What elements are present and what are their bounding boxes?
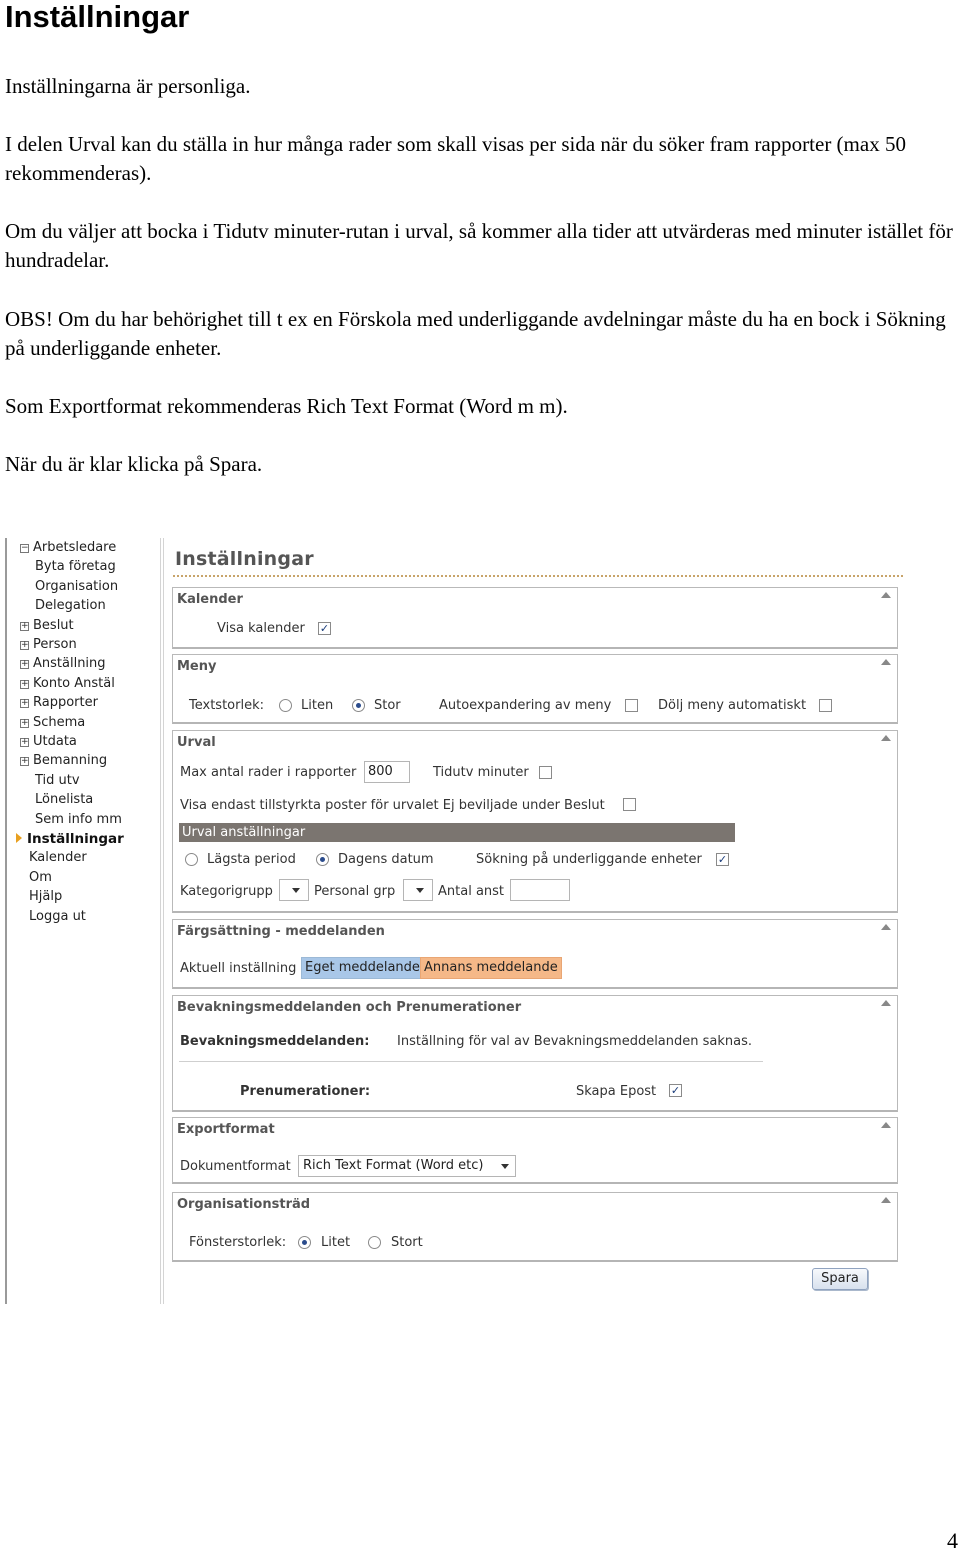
nav-item-bemanning[interactable] [20, 753, 107, 769]
nav-item-label: Lönelista [35, 792, 94, 808]
nav-divider [160, 538, 161, 1304]
show-calendar-label: Visa kalender [217, 621, 305, 636]
nav-divider-inner [163, 538, 164, 1304]
nav-item-beslut[interactable] [20, 618, 74, 634]
nav-item-label: Bemanning [33, 753, 108, 769]
nav-item-label: Organisation [35, 578, 119, 594]
show-calendar-checkbox[interactable]: ✓ [319, 622, 330, 635]
expand-icon[interactable]: + [21, 698, 29, 709]
urval-employments-header: Urval anställningar [179, 823, 735, 842]
panel-meny [172, 654, 898, 724]
paragraph-personal: Inställningarna är personliga. [5, 74, 251, 98]
collapse-icon[interactable] [881, 1197, 891, 1203]
title-underline [173, 575, 903, 577]
current-setting-label: Aktuell inställning [180, 961, 297, 976]
nav-item-label: Utdata [33, 734, 77, 749]
nav-item-label: Logga ut [29, 908, 86, 924]
collapse-icon[interactable] [881, 924, 891, 930]
expand-icon[interactable]: + [21, 659, 29, 670]
nav-item-label: Tid utv [35, 772, 80, 788]
panel-title-colors: Färgsättning - meddelanden [177, 924, 385, 939]
subscriptions-label: Prenumerationer: [240, 1084, 371, 1099]
page-number: 4 [947, 1528, 958, 1553]
nav-item-label: Byta företag [35, 559, 116, 575]
textsize-large-radio[interactable] [352, 699, 365, 712]
panel-export [172, 1117, 898, 1184]
panel-urval [172, 730, 898, 913]
expand-icon[interactable]: + [21, 737, 29, 747]
document-format-select[interactable]: Rich Text Format (Word etc) [298, 1155, 516, 1177]
panel-org-tree [172, 1192, 898, 1262]
collapse-icon[interactable] [881, 592, 891, 598]
settings-title: Inställningar [175, 548, 314, 570]
own-message-swatch[interactable]: Eget meddelande [301, 957, 424, 979]
panel-colors [172, 919, 898, 989]
nav-item-lönelista[interactable] [35, 792, 93, 808]
paragraph-urval: I delen Urval kan du ställa in hur många rader som skall visas per sida när du söker fram rapporter (max 50 rekommenderas). [5, 132, 906, 185]
panel-title-export: Exportformat [177, 1122, 275, 1137]
nav-item-hjälp[interactable] [29, 889, 62, 905]
left-border [5, 538, 7, 1304]
nav-item-organisation[interactable] [35, 579, 118, 595]
max-rows-input[interactable]: 800 [364, 761, 410, 783]
personal-group-label: Personal grp [314, 884, 396, 899]
active-arrow-icon [16, 833, 22, 843]
lowest-period-label: Lägsta period [207, 852, 296, 867]
window-small-label: Litet [321, 1235, 351, 1250]
textsize-label: Textstorlek: [189, 698, 264, 713]
nav-item-label: Beslut [33, 617, 74, 633]
sub-units-label: Sökning på underliggande enheter [476, 852, 702, 867]
expand-icon[interactable]: + [21, 620, 29, 631]
nav-item-kalender[interactable] [29, 850, 87, 866]
max-rows-label: Max antal rader i rapporter [180, 765, 357, 780]
nav-item-label: Sem info mm [35, 811, 122, 827]
nav-item-om[interactable] [29, 870, 52, 886]
nav-item-label: Arbetsledare [33, 540, 117, 555]
textsize-large-label: Stor [374, 698, 401, 713]
nav-item-utdata[interactable] [20, 734, 77, 750]
nav-item-anställning[interactable] [20, 656, 106, 672]
autoexpand-label: Autoexpandering av meny [439, 698, 612, 713]
window-large-radio[interactable] [368, 1236, 381, 1249]
panel-title-org-tree: Organisationsträd [177, 1197, 311, 1212]
nav-item-label: Delegation [35, 598, 106, 614]
nav-item-rapporter[interactable] [20, 695, 98, 711]
nav-item-label: Inställningar [27, 831, 124, 847]
tidutv-label: Tidutv minuter [433, 765, 529, 780]
window-large-label: Stort [391, 1235, 423, 1250]
nav-item-label: Hjälp [29, 889, 63, 905]
paragraph-obs: OBS! Om du har behörighet till t ex en Förskola med underliggande avdelningar måste du ha en bock i Sökning på underliggande enheter. [5, 307, 946, 360]
nav-item-person[interactable] [20, 637, 77, 653]
panel-title-monitoring: Bevakningsmeddelanden och Prenumerationer [177, 1000, 522, 1015]
nav-item-label: Rapporter [33, 695, 98, 711]
monitor-messages-text: Inställning för val av Bevakningsmeddelanden saknas. [397, 1034, 753, 1049]
approved-only-checkbox[interactable] [623, 798, 636, 811]
expand-icon[interactable]: + [21, 717, 29, 728]
autoexpand-checkbox[interactable] [625, 699, 638, 712]
nav-item-byta-företag[interactable] [35, 559, 116, 575]
panel-title-kalender: Kalender [177, 592, 243, 607]
nav-item-label: Person [33, 637, 77, 652]
paragraph-save: När du är klar klicka på Spara. [5, 452, 263, 476]
expand-icon[interactable]: + [21, 640, 29, 650]
panel-title-urval: Urval [177, 735, 216, 750]
panel-title-meny: Meny [177, 659, 217, 674]
personal-group-dropdown[interactable] [403, 879, 433, 901]
nav-item-arbetsledare[interactable] [20, 540, 116, 556]
collapse-tree-icon[interactable]: − [21, 543, 29, 553]
collapse-icon[interactable] [881, 1000, 891, 1006]
collapse-icon[interactable] [881, 659, 891, 665]
paragraph-export: Som Exportformat rekommenderas Rich Text Format (Word m m). [5, 394, 568, 418]
panel-kalender [172, 587, 898, 649]
nav-item-delegation[interactable] [35, 598, 106, 614]
monitor-divider [179, 1061, 763, 1062]
settings-screenshot [0, 530, 960, 1310]
tidutv-checkbox[interactable] [539, 766, 552, 779]
autohide-checkbox[interactable] [819, 699, 832, 712]
today-radio[interactable] [316, 853, 329, 866]
lowest-period-radio[interactable] [185, 853, 198, 866]
nav-item-inställningar[interactable] [16, 831, 124, 847]
autohide-label: Dölj meny automatiskt [658, 698, 807, 713]
save-button[interactable]: Spara [812, 1268, 868, 1290]
nav-item-label: Om [29, 869, 52, 885]
nav-item-label: Schema [33, 714, 86, 730]
nav-item-label: Konto Anstäl [33, 675, 115, 691]
expand-icon[interactable]: + [21, 756, 29, 767]
other-message-swatch[interactable]: Annans meddelande [420, 957, 562, 979]
employee-count-input[interactable] [510, 879, 570, 901]
textsize-small-radio[interactable] [279, 699, 292, 712]
category-group-label: Kategorigrupp [180, 884, 273, 899]
document-format-label: Dokumentformat [180, 1159, 291, 1174]
collapse-icon[interactable] [881, 735, 891, 741]
panel-monitoring [172, 995, 898, 1112]
nav-item-logga-ut[interactable] [29, 909, 86, 925]
create-email-checkbox[interactable]: ✓ [670, 1084, 681, 1097]
expand-icon[interactable]: + [21, 678, 29, 689]
nav-item-label: Kalender [29, 850, 87, 866]
window-small-radio[interactable] [298, 1236, 311, 1249]
nav-item-konto-anstäl[interactable] [20, 676, 115, 692]
monitor-messages-label: Bevakningsmeddelanden: [180, 1034, 370, 1049]
textsize-small-label: Liten [301, 698, 334, 713]
category-group-dropdown[interactable] [279, 879, 309, 901]
nav-item-schema[interactable] [20, 715, 85, 731]
collapse-icon[interactable] [881, 1122, 891, 1128]
window-size-label: Fönsterstorlek: [189, 1235, 287, 1250]
paragraph-tidutv: Om du väljer att bocka i Tidutv minuter-rutan i urval, så kommer alla tider att utvärderas med minuter istället för hundradelar. [5, 219, 953, 272]
employee-count-label: Antal anst [438, 884, 505, 899]
today-label: Dagens datum [338, 852, 434, 867]
create-email-label: Skapa Epost [576, 1084, 657, 1099]
nav-item-label: Anställning [33, 656, 106, 672]
document-title: Inställningar [5, 0, 190, 34]
nav-item-sem-info-mm[interactable] [35, 812, 122, 828]
sub-units-checkbox[interactable]: ✓ [717, 853, 728, 866]
approved-only-label: Visa endast tillstyrkta poster för urvalet Ej beviljade under Beslut [180, 798, 605, 813]
nav-item-tid-utv[interactable] [35, 773, 80, 789]
